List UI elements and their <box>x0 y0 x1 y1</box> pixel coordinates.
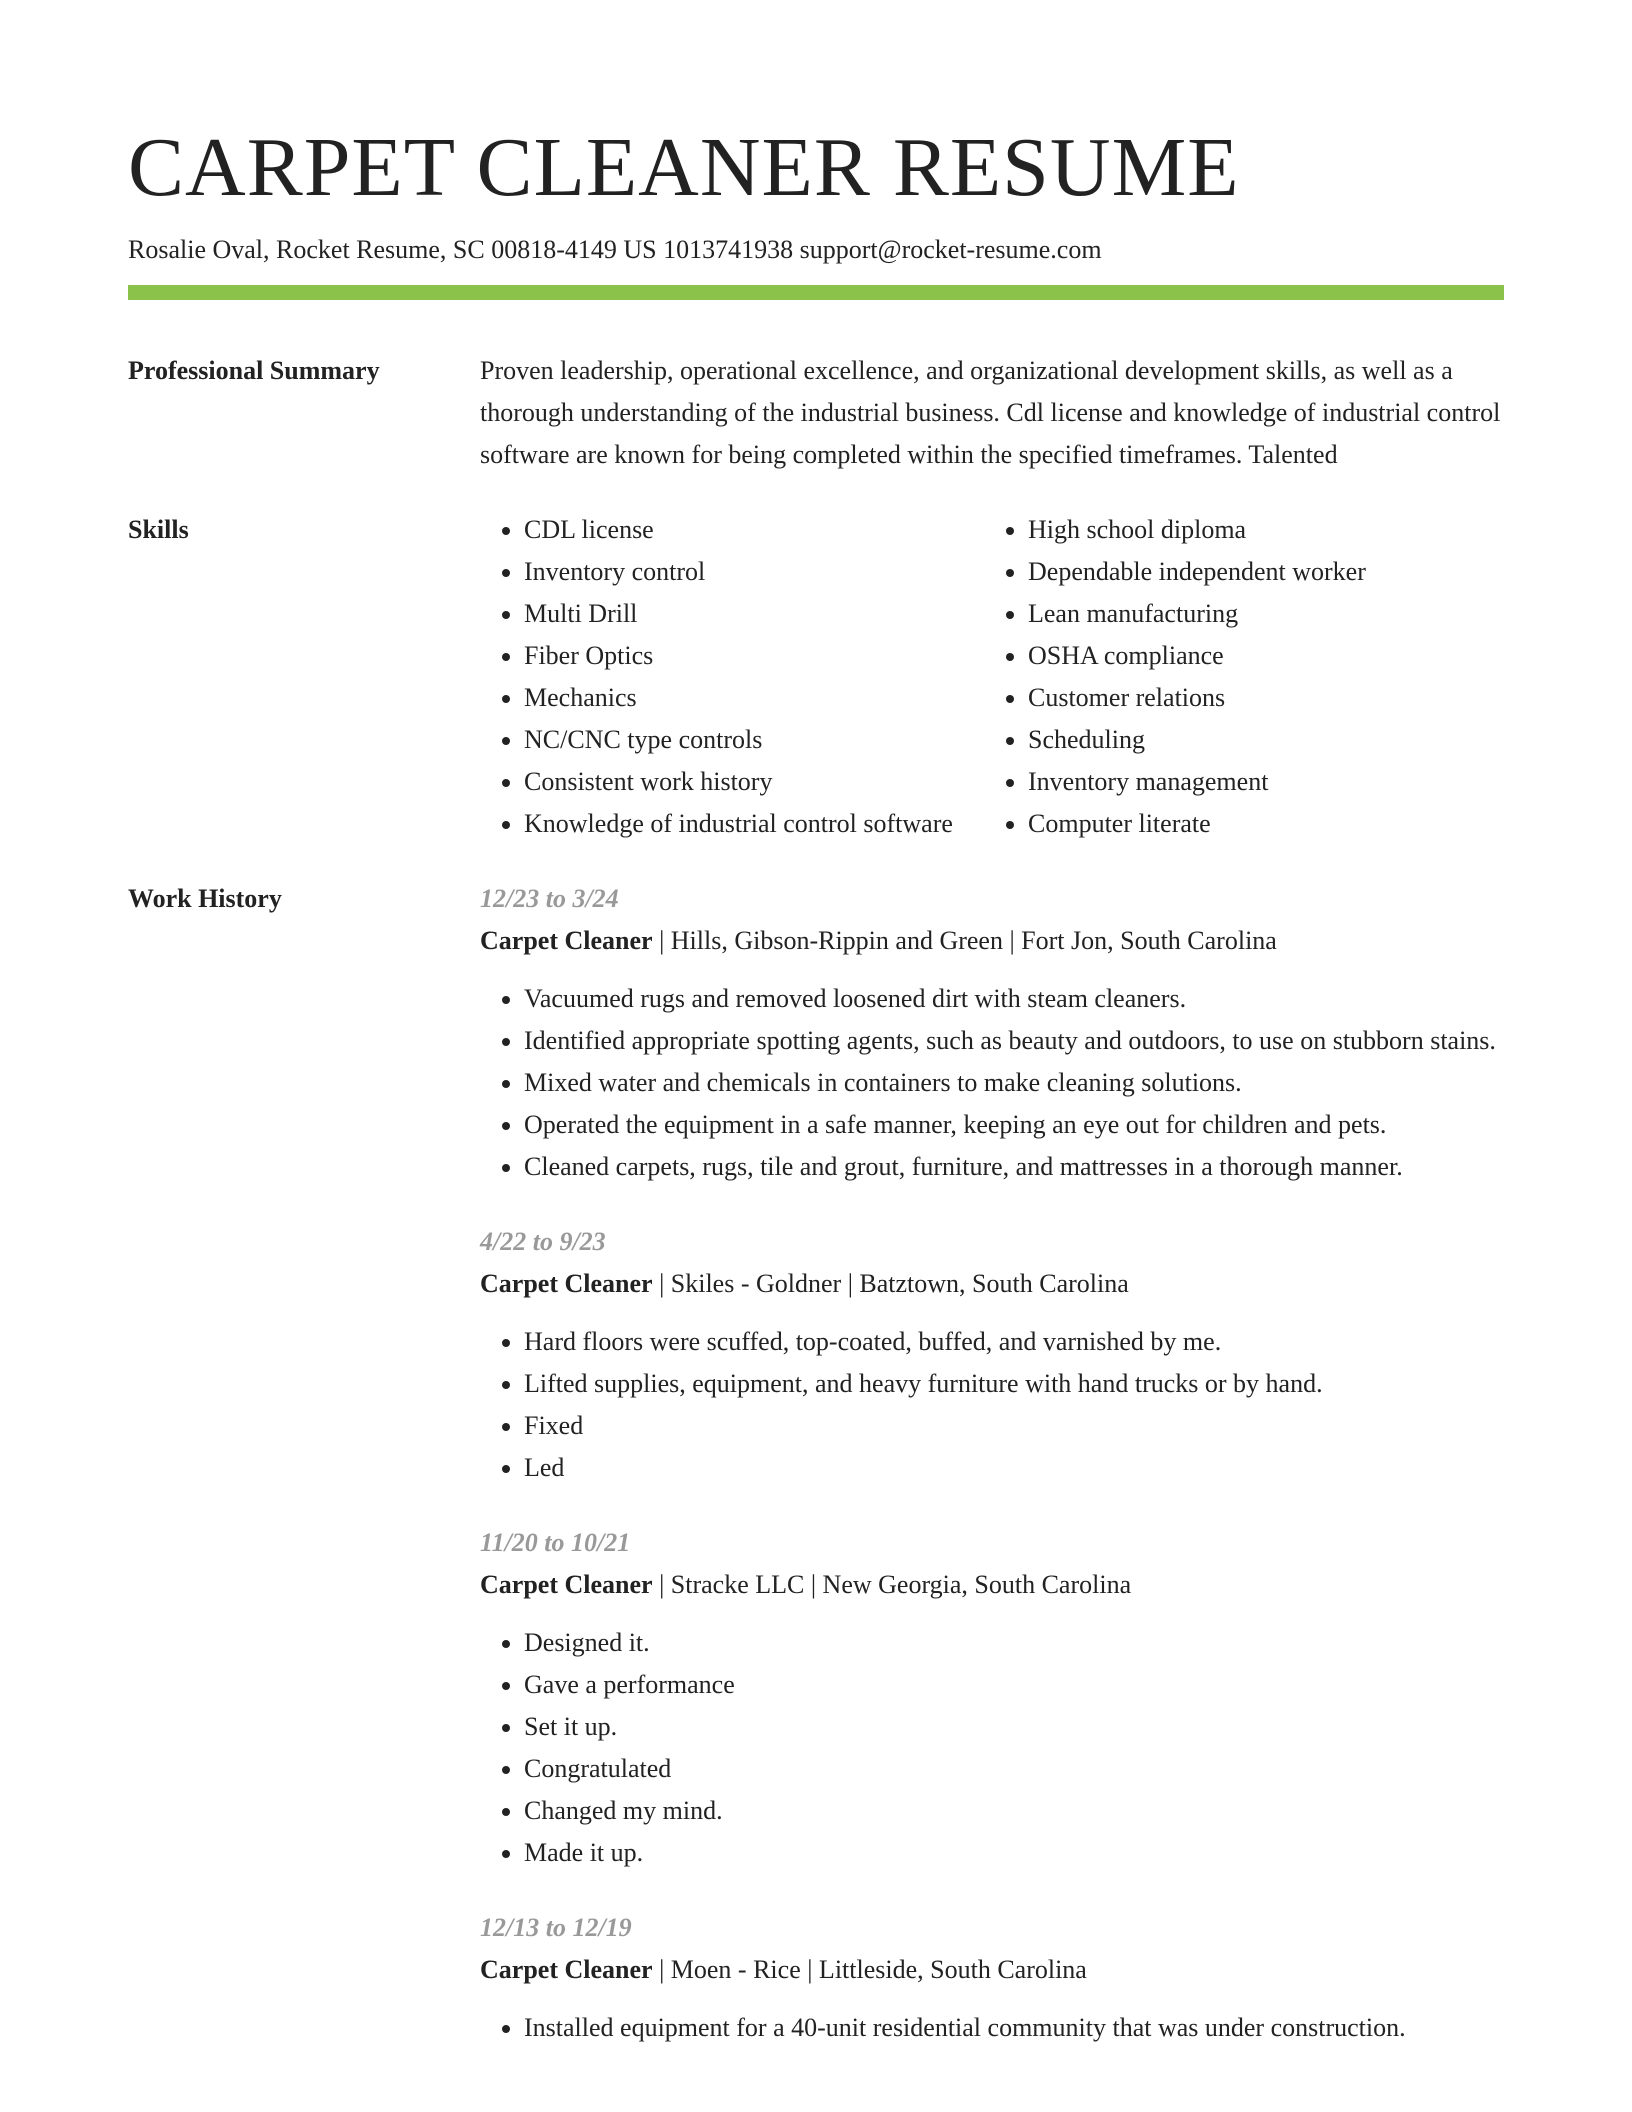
job-role: Carpet Cleaner <box>480 1570 653 1600</box>
job-bullet: • Fixed <box>524 1405 1504 1447</box>
accent-divider <box>128 285 1504 300</box>
job-entry <box>480 1221 1504 1489</box>
skill-item: • Mechanics <box>524 677 984 719</box>
skill-item: • Inventory management <box>1028 761 1504 803</box>
job-entry <box>480 1522 1504 1874</box>
job-bullet: • Identified appropriate spotting agents, such as beauty and outdoors, to use on stubborn stains. <box>524 1020 1504 1062</box>
section-label-skills: Skills <box>128 515 189 545</box>
job-entry <box>480 1907 1504 2049</box>
job-role: Carpet Cleaner <box>480 926 653 956</box>
skill-item: • Dependable independent worker <box>1028 551 1504 593</box>
job-details: | Hills, Gibson-Rippin and Green | Fort Jon, South Carolina <box>652 926 1277 956</box>
job-details: | Skiles - Goldner | Batztown, South Carolina <box>652 1269 1129 1299</box>
skills-columns <box>480 509 1504 845</box>
skill-item: • Computer literate <box>1028 803 1504 845</box>
skill-item: • Scheduling <box>1028 719 1504 761</box>
job-bullet: • Lifted supplies, equipment, and heavy furniture with hand trucks or by hand. <box>524 1363 1504 1405</box>
work-history-list <box>480 878 1504 2082</box>
section-label-summary: Professional Summary <box>128 356 380 386</box>
job-bullet: • Designed it. <box>524 1622 1504 1664</box>
skills-section <box>128 509 1504 845</box>
job-bullet: • Made it up. <box>524 1832 1504 1874</box>
job-dates: 4/22 to 9/23 <box>480 1227 606 1257</box>
job-details: | Moen - Rice | Littleside, South Carolina <box>652 1955 1087 1985</box>
job-bullet: • Installed equipment for a 40-unit residential community that was under construction. <box>524 2007 1504 2049</box>
skill-item: • Customer relations <box>1028 677 1504 719</box>
section-label-work-history: Work History <box>128 884 282 914</box>
skill-item: • NC/CNC type controls <box>524 719 984 761</box>
summary-text: Proven leadership, operational excellence, and organizational development skills, as well as a thorough understanding of the industrial business. Cdl license and knowledge of industrial control software are known for being completed within the specified timeframes. Talented <box>480 356 1501 470</box>
skills-list-left <box>480 509 984 845</box>
job-bullets <box>480 1321 1504 1489</box>
job-bullet: • Operated the equipment in a safe manner, keeping an eye out for children and pets. <box>524 1104 1504 1146</box>
resume-page <box>128 120 1504 2082</box>
job-bullets <box>480 1622 1504 1874</box>
skill-item: • Multi Drill <box>524 593 984 635</box>
job-dates: 12/23 to 3/24 <box>480 884 619 914</box>
job-bullets <box>480 2007 1504 2049</box>
job-bullet: • Cleaned carpets, rugs, tile and grout, furniture, and mattresses in a thorough manner. <box>524 1146 1504 1188</box>
contact-line: Rosalie Oval, Rocket Resume, SC 00818-4149 US 1013741938 support@rocket-resume.com <box>128 235 1102 264</box>
job-header <box>480 1564 1504 1606</box>
job-role: Carpet Cleaner <box>480 1269 653 1299</box>
job-header <box>480 1263 1504 1305</box>
job-details: | Stracke LLC | New Georgia, South Carolina <box>652 1570 1132 1600</box>
skill-item: • High school diploma <box>1028 509 1504 551</box>
resume-title: CARPET CLEANER RESUME <box>128 121 1240 214</box>
skill-item: • OSHA compliance <box>1028 635 1504 677</box>
skill-item: • CDL license <box>524 509 984 551</box>
skill-item: • Fiber Optics <box>524 635 984 677</box>
skill-item: • Knowledge of industrial control software <box>524 803 984 845</box>
skill-item: • Inventory control <box>524 551 984 593</box>
job-bullets <box>480 978 1504 1188</box>
skill-item: • Lean manufacturing <box>1028 593 1504 635</box>
job-dates: 11/20 to 10/21 <box>480 1528 631 1558</box>
job-bullet: • Set it up. <box>524 1706 1504 1748</box>
job-header <box>480 1949 1504 1991</box>
job-dates: 12/13 to 12/19 <box>480 1913 632 1943</box>
work-history-section <box>128 878 1504 2082</box>
job-bullet: • Vacuumed rugs and removed loosened dirt with steam cleaners. <box>524 978 1504 1020</box>
job-bullet: • Changed my mind. <box>524 1790 1504 1832</box>
skills-list-right <box>984 509 1504 845</box>
skill-item: • Consistent work history <box>524 761 984 803</box>
job-bullet: • Led <box>524 1447 1504 1489</box>
job-bullet: • Hard floors were scuffed, top-coated, buffed, and varnished by me. <box>524 1321 1504 1363</box>
job-header <box>480 920 1504 962</box>
job-role: Carpet Cleaner <box>480 1955 653 1985</box>
job-bullet: • Congratulated <box>524 1748 1504 1790</box>
job-bullet: • Mixed water and chemicals in containers to make cleaning solutions. <box>524 1062 1504 1104</box>
job-entry <box>480 878 1504 1188</box>
professional-summary-section <box>128 350 1504 476</box>
job-bullet: • Gave a performance <box>524 1664 1504 1706</box>
